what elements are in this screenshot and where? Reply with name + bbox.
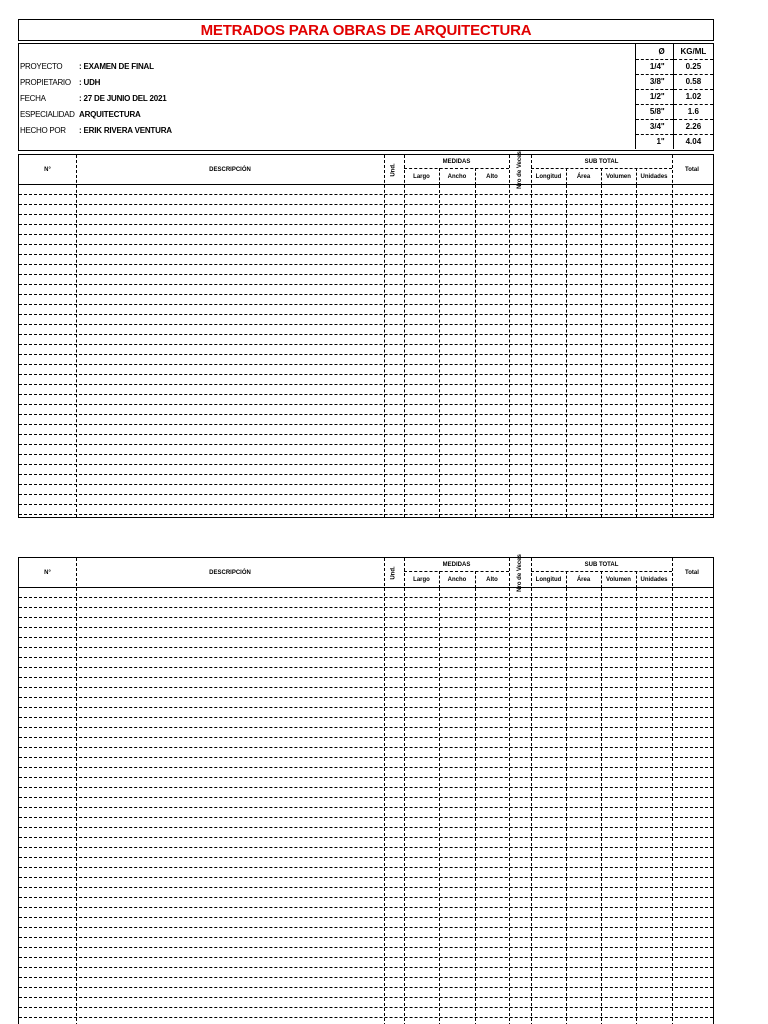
steel-weight: 1.6 xyxy=(673,104,713,119)
steel-weight: 1.02 xyxy=(673,89,713,104)
col-divider xyxy=(601,185,602,517)
title-box xyxy=(18,19,714,41)
table-row xyxy=(19,185,713,195)
header-descripcion: DESCRIPCIÓN xyxy=(209,570,251,576)
steel-row xyxy=(636,89,714,104)
info-row-propietario xyxy=(19,74,172,90)
header-veces-label: Nro de Veces xyxy=(517,554,523,592)
table-row xyxy=(19,485,713,495)
info-label: HECHO POR xyxy=(20,125,66,135)
header-unidades: Unidades xyxy=(640,174,668,180)
table-row xyxy=(19,768,713,778)
steel-row xyxy=(636,134,714,149)
project-info-box xyxy=(18,43,714,151)
header-area: Área xyxy=(576,174,591,180)
col-divider xyxy=(672,155,673,517)
table-row xyxy=(19,365,713,375)
col-divider xyxy=(439,185,440,517)
table-row xyxy=(19,708,713,718)
table-row xyxy=(19,958,713,968)
table-row xyxy=(19,425,713,435)
table-row xyxy=(19,255,713,265)
table-row xyxy=(19,848,713,858)
header-medidas: MEDIDAS xyxy=(442,158,471,165)
info-value: : UDH xyxy=(79,77,101,87)
header-volumen: Volumen xyxy=(606,174,631,180)
header-total: Total xyxy=(685,167,699,173)
header-subtotal: SUB TOTAL xyxy=(584,561,619,568)
table-row xyxy=(19,658,713,668)
table-row xyxy=(19,325,713,335)
header-alto: Alto xyxy=(486,174,498,180)
info-value: ARQUITECTURA xyxy=(79,109,141,119)
col-divider xyxy=(76,155,77,517)
header-veces xyxy=(509,554,531,592)
table-row xyxy=(19,688,713,698)
col-divider xyxy=(475,168,476,185)
table-row xyxy=(19,718,713,728)
table-row xyxy=(19,928,713,938)
table-row xyxy=(19,195,713,205)
col-divider xyxy=(439,168,440,185)
table-row xyxy=(19,265,713,275)
page-title: METRADOS PARA OBRAS DE ARQUITECTURA xyxy=(200,21,532,39)
table-row xyxy=(19,728,713,738)
table-row xyxy=(19,828,713,838)
table-row xyxy=(19,445,713,455)
header-area: Área xyxy=(576,577,591,583)
steel-header-row xyxy=(636,44,714,59)
table-row xyxy=(19,215,713,225)
table-row xyxy=(19,908,713,918)
table-row xyxy=(19,838,713,848)
table-row xyxy=(19,415,713,425)
header-unidades: Unidades xyxy=(640,577,668,583)
info-row-proyecto xyxy=(19,58,172,74)
project-info xyxy=(19,58,172,138)
table-row xyxy=(19,788,713,798)
col-divider xyxy=(636,185,637,517)
info-row-fecha xyxy=(19,90,172,106)
metrado-sheet-1 xyxy=(18,151,714,518)
steel-weight-table xyxy=(635,44,713,149)
table-row xyxy=(19,405,713,415)
header-veces xyxy=(509,151,531,189)
col-divider xyxy=(475,185,476,517)
steel-weight: 4.04 xyxy=(673,134,713,149)
table-row xyxy=(19,395,713,405)
info-label: ESPECIALIDAD xyxy=(20,109,75,119)
table-row xyxy=(19,888,713,898)
header-und-label: Und. xyxy=(391,566,397,580)
table-row xyxy=(19,1008,713,1018)
col-divider xyxy=(636,588,637,1024)
table-row xyxy=(19,968,713,978)
info-row-especialidad xyxy=(19,106,172,122)
col-divider xyxy=(384,558,385,1024)
table-row xyxy=(19,335,713,345)
col-divider xyxy=(475,588,476,1024)
table-row xyxy=(19,948,713,958)
col-divider xyxy=(475,571,476,588)
steel-diameter: 1/4" xyxy=(636,59,674,74)
metrado-sheet-2 xyxy=(18,554,714,1024)
col-divider xyxy=(509,155,510,517)
col-divider xyxy=(439,571,440,588)
col-divider xyxy=(636,168,637,185)
steel-row xyxy=(636,59,714,74)
info-row-hecho-por xyxy=(19,122,172,138)
header-longitud: Longitud xyxy=(535,174,562,180)
col-divider xyxy=(601,168,602,185)
table-row xyxy=(19,465,713,475)
table-row xyxy=(19,205,713,215)
table-row xyxy=(19,305,713,315)
medidas-divider xyxy=(404,571,509,572)
table-row xyxy=(19,858,713,868)
col-divider xyxy=(601,588,602,1024)
header-longitud: Longitud xyxy=(535,577,562,583)
steel-weight: 0.58 xyxy=(673,74,713,89)
header-und xyxy=(384,558,404,588)
header-und-label: Und. xyxy=(391,163,397,177)
col-divider xyxy=(76,558,77,1024)
col-divider xyxy=(531,155,532,517)
table-row xyxy=(19,505,713,515)
header-veces-label: Nro de Veces xyxy=(517,151,523,189)
medidas-divider xyxy=(404,168,509,169)
col-divider xyxy=(566,168,567,185)
table-row xyxy=(19,798,713,808)
table-row xyxy=(19,678,713,688)
table-row xyxy=(19,778,713,788)
table-row xyxy=(19,698,713,708)
table-row xyxy=(19,618,713,628)
header-largo: Largo xyxy=(413,174,430,180)
col-divider xyxy=(439,588,440,1024)
header-total: Total xyxy=(685,570,699,576)
table-row xyxy=(19,235,713,245)
table-row xyxy=(19,375,713,385)
col-divider xyxy=(566,185,567,517)
table-row xyxy=(19,315,713,325)
table-row xyxy=(19,898,713,908)
col-divider xyxy=(384,155,385,517)
steel-row xyxy=(636,104,714,119)
sheet-header xyxy=(19,554,713,592)
header-descripcion: DESCRIPCIÓN xyxy=(209,167,251,173)
header-medidas: MEDIDAS xyxy=(442,561,471,568)
header-alto: Alto xyxy=(486,577,498,583)
info-value: : EXAMEN DE FINAL xyxy=(79,61,154,71)
table-row xyxy=(19,345,713,355)
table-row xyxy=(19,608,713,618)
col-divider xyxy=(636,571,637,588)
table-row xyxy=(19,758,713,768)
table-row xyxy=(19,628,713,638)
table-row xyxy=(19,988,713,998)
table-row xyxy=(19,748,713,758)
table-row xyxy=(19,455,713,465)
col-divider xyxy=(531,558,532,1024)
info-label: PROPIETARIO xyxy=(20,77,71,87)
table-row xyxy=(19,385,713,395)
table-row xyxy=(19,588,713,598)
table-row xyxy=(19,638,713,648)
steel-diameter: 5/8" xyxy=(636,104,674,119)
header-volumen: Volumen xyxy=(606,577,631,583)
table-row xyxy=(19,435,713,445)
table-row xyxy=(19,738,713,748)
steel-weight-header: KG/ML xyxy=(673,44,713,59)
col-divider xyxy=(404,558,405,1024)
header-ancho: Ancho xyxy=(447,174,467,180)
steel-weight: 0.25 xyxy=(673,59,713,74)
col-divider xyxy=(509,558,510,1024)
header-num: N° xyxy=(44,167,51,173)
table-row xyxy=(19,245,713,255)
table-row xyxy=(19,1018,713,1024)
table-row xyxy=(19,225,713,235)
info-value: : 27 DE JUNIO DEL 2021 xyxy=(79,93,167,103)
header-und xyxy=(384,155,404,185)
table-row xyxy=(19,808,713,818)
table-row xyxy=(19,998,713,1008)
table-row xyxy=(19,295,713,305)
table-row xyxy=(19,648,713,658)
table-row xyxy=(19,818,713,828)
header-ancho: Ancho xyxy=(447,577,467,583)
steel-weight: 2.26 xyxy=(673,119,713,134)
steel-diameter: 1/2" xyxy=(636,89,674,104)
sheet-header xyxy=(19,151,713,189)
col-divider xyxy=(601,571,602,588)
table-row xyxy=(19,355,713,365)
table-row xyxy=(19,878,713,888)
table-row xyxy=(19,495,713,505)
steel-row xyxy=(636,119,714,134)
info-value: : ERIK RIVERA VENTURA xyxy=(79,125,172,135)
table-row xyxy=(19,868,713,878)
steel-diameter: 3/4" xyxy=(636,119,674,134)
table-row xyxy=(19,475,713,485)
header-subtotal: SUB TOTAL xyxy=(584,158,619,165)
steel-row xyxy=(636,74,714,89)
col-divider xyxy=(672,558,673,1024)
col-divider xyxy=(404,155,405,517)
table-row xyxy=(19,285,713,295)
table-row xyxy=(19,668,713,678)
steel-diameter: 1" xyxy=(636,134,674,149)
table-row xyxy=(19,978,713,988)
col-divider xyxy=(566,588,567,1024)
header-largo: Largo xyxy=(413,577,430,583)
col-divider xyxy=(566,571,567,588)
steel-diameter-header: Ø xyxy=(636,44,674,59)
table-row xyxy=(19,938,713,948)
table-row xyxy=(19,598,713,608)
table-row xyxy=(19,275,713,285)
table-row xyxy=(19,918,713,928)
header-num: N° xyxy=(44,570,51,576)
steel-diameter: 3/8" xyxy=(636,74,674,89)
info-label: PROYECTO xyxy=(20,61,63,71)
info-label: FECHA xyxy=(20,93,46,103)
